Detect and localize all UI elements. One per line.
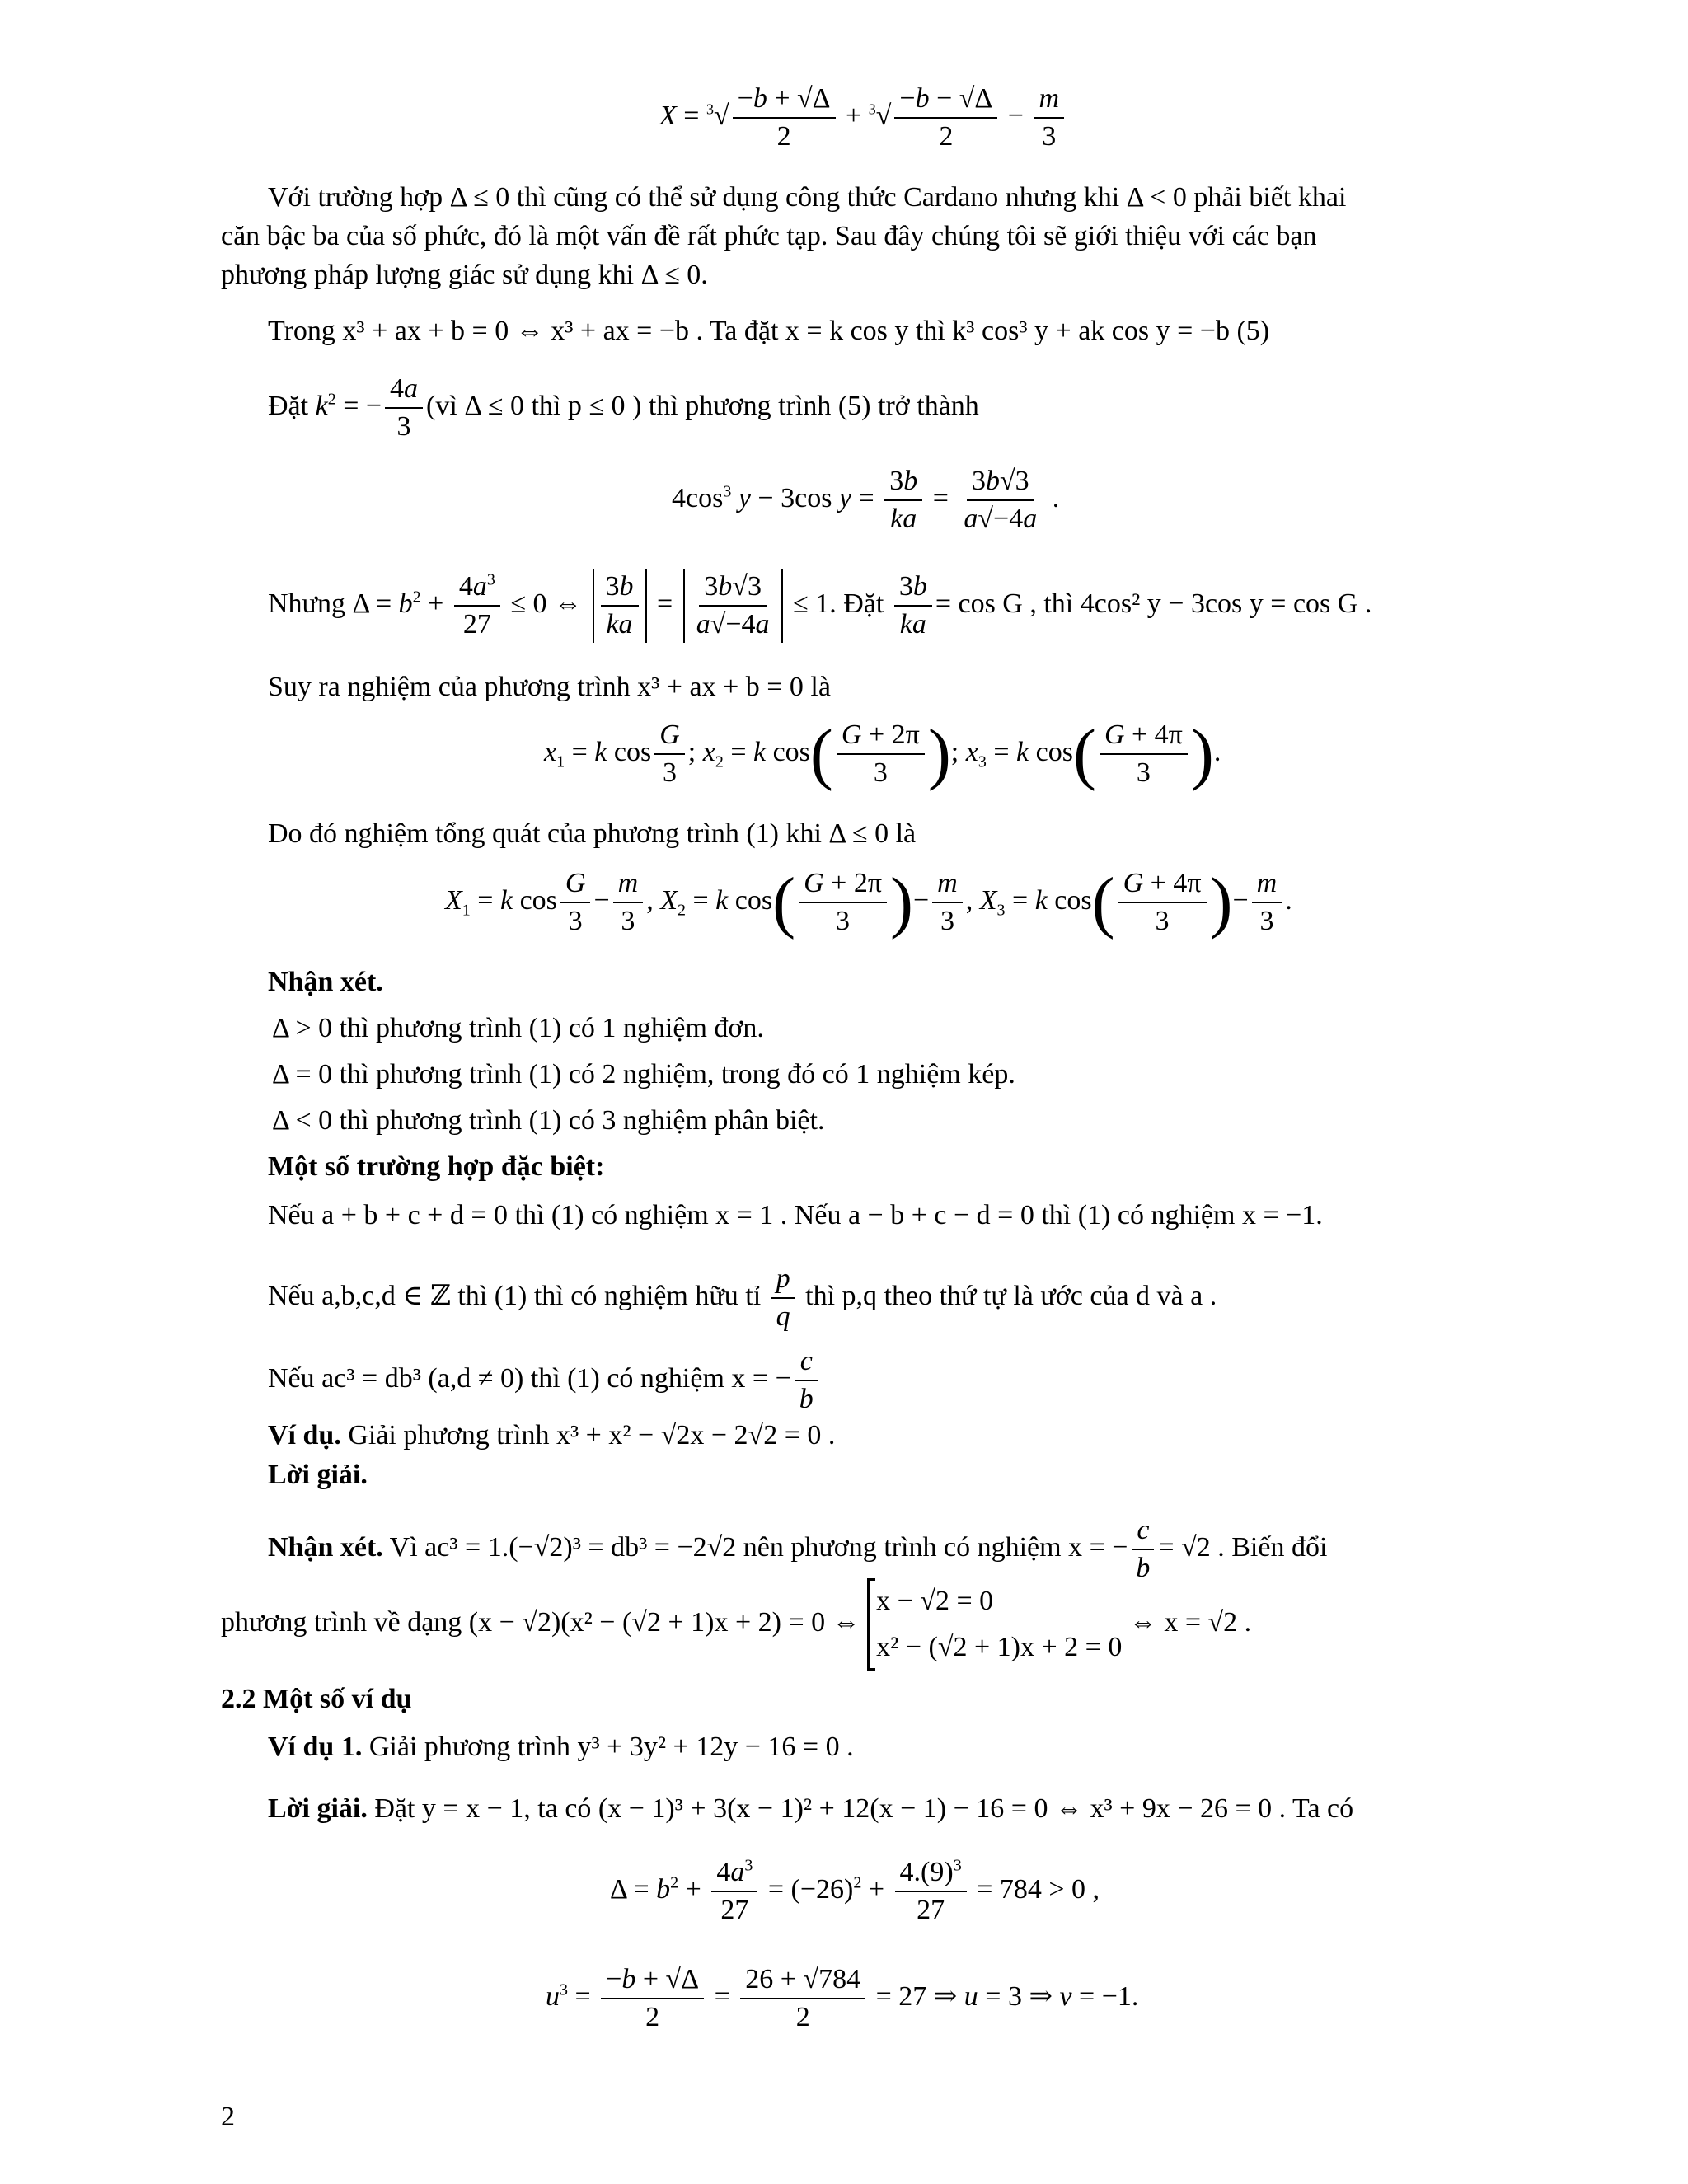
section-title-text: 2.2 Một số ví dụ xyxy=(221,1684,412,1714)
delta-example: $\Delta = b^2$ + $\frac{4a^3}{27}$ = $(-26)^2$ + $\frac{4.(9)^3}{27}$ = 784 > 0 , xyxy=(610,1854,1100,1929)
loi-giai-text: Lời giải. xyxy=(268,1460,368,1490)
lg1-text: Đặt y = x − 1, ta có (x − 1)³ + 3(x − 1)² + 12(x − 1) − 16 = 0 ⇔ x³ + 9x − 26 = 0 . Ta có xyxy=(367,1793,1354,1824)
special-case-2-pre: Nếu a,b,c,d ∈ ℤ thì (1) thì có nghiệm hữu tỉ xyxy=(268,1280,762,1311)
vi-du-text: Giải phương trình x³ + x² − √2x − 2√2 = 0 . xyxy=(340,1420,836,1451)
special-case-2-post: thì p,q theo thứ tự là ước của d và a . xyxy=(805,1280,1217,1311)
reduced-roots: $x_1 = k$ cos $\frac{G}{3}$ ; $x_2 = k$ cos( $\frac{G + 2\pi}{3}$ ); $x_3 = k$ cos( $\frac{G + 4\pi}{3}$ ). xyxy=(544,715,1221,792)
general-roots: $X_1 = k$ cos $\frac{G}{3}$ − $\frac{m}{3}$ , $X_2 = k$ cos( $\frac{G + 2\pi}{3}$ )− $\frac{m}{3}$ , $X_3 = k$ cos( $\frac{G + 4\pi}{3}$ )− $\frac{m}{3}$ . xyxy=(445,864,1292,940)
nhan-xet-title xyxy=(268,966,383,999)
cardano-formula: X = $^3$√ $\frac{-b + √\Delta}{2}$ + $^3$√ $\frac{-b - √\Delta}{2}$ − $\frac{m}{3}$ xyxy=(659,79,1067,155)
bien-doi-line xyxy=(221,1578,1251,1671)
nhan-xet-item: Δ < 0 thì phương trình (1) có 3 nghiệm phân biệt. xyxy=(272,1105,825,1136)
special-title-text: Một số trường hợp đặc biệt: xyxy=(268,1151,605,1182)
dat-k-line: Đặt $k^2$ = − $\frac{4a}{3}$ (vì Δ ≤ 0 thì p ≤ 0 ) thì phương trình (5) trở thành xyxy=(268,371,979,445)
dat-label: Đặt xyxy=(268,390,316,421)
equation-system xyxy=(867,1578,1122,1671)
nhan-xet-2-line: Nhận xét. Vì ac³ = 1.(−√2)³ = db³ = −2√2 nên phương trình có nghiệm x = − $\frac{c}{b}$ = √2 . Biến đổi xyxy=(268,1512,1327,1586)
vi-du-1-line xyxy=(268,1731,854,1764)
substitution-line: Trong x³ + ax + b = 0 ⇔ x³ + ax = −b . Ta đặt x = k cos y thì k³ cos³ y + ak cos y = −b (5) xyxy=(268,316,1270,346)
nhan-xet-item: Δ > 0 thì phương trình (1) có 1 nghiệm đơn. xyxy=(272,1013,764,1043)
dat-tail: (vì Δ ≤ 0 thì p ≤ 0 ) thì phương trình (5) trở thành xyxy=(426,390,979,421)
loi-giai-1-line xyxy=(268,1793,1353,1825)
special-case-3-pre: Nếu ac³ = db³ (a,d ≠ 0) thì (1) có nghiệm x = − xyxy=(268,1362,791,1394)
dat-label-2: . Đặt xyxy=(829,588,884,619)
paragraph-line: căn bậc ba của số phức, đó là một vấn đề rất phức tạp. Sau đây chúng tôi sẽ giới thiệu với các bạn xyxy=(221,221,1317,251)
nhan-xet-item: Δ = 0 thì phương trình (1) có 2 nghiệm, trong đó có 1 nghiệm kép. xyxy=(272,1059,1015,1090)
page-number: 2 xyxy=(221,2102,235,2132)
nx2-label: Nhận xét. xyxy=(268,1531,383,1563)
nx2-tail: = √2 . Biến đổi xyxy=(1158,1531,1328,1563)
section-title xyxy=(221,1683,411,1716)
vi-du-line xyxy=(268,1419,835,1452)
lg1-label: Lời giải. xyxy=(268,1793,368,1824)
u-example: $u^3$ = $\frac{-b + √\Delta}{2}$ = $\frac{26 + √784}{2}$ = 27 ⇒ u = 3 ⇒ v = −1. xyxy=(546,1961,1138,2036)
vi-du-label: Ví dụ. xyxy=(268,1420,341,1451)
cosG-text: = cos G , thì 4cos² y − 3cos y = cos G . xyxy=(935,588,1372,619)
special-title xyxy=(268,1151,604,1183)
system-eq-2: x² − (√2 + 1)x + 2 = 0 xyxy=(876,1632,1123,1662)
nhung-line: Nhưng $\Delta = b^2$ + $\frac{4a^3}{27}$ ≤ 0 ⇔ $\frac{3b}{ka}$ = $\frac{3b√3}{a√-4a}$ ≤ 1. Đặt $\frac{3b}{ka}$ = cos G , thì 4cos² y − 3cos y = cos G . xyxy=(268,569,1372,643)
bien-doi-post: ⇔ x = √2 . xyxy=(1128,1606,1252,1638)
nhan-xet-title-text: Nhận xét. xyxy=(268,967,383,997)
paragraph-line: phương pháp lượng giác sử dụng khi Δ ≤ 0. xyxy=(221,260,708,290)
trig-equation: $4\cos^3$ y − 3cos y = $\frac{3b}{ka}$ = $\frac{3b√3}{a√-4a}$ . xyxy=(672,463,1059,537)
paragraph-line: Với trường hợp Δ ≤ 0 thì cũng có thể sử dụng công thức Cardano nhưng khi Δ < 0 phải biết khai xyxy=(268,182,1347,213)
system-eq-1: x − √2 = 0 xyxy=(876,1586,994,1616)
vd1-text: Giải phương trình y³ + 3y² + 12y − 16 = 0 . xyxy=(362,1732,854,1762)
special-case-3: Nếu ac³ = db³ (a,d ≠ 0) thì (1) có nghiệm x = − $\frac{c}{b}$ xyxy=(268,1343,822,1418)
nx2-text: Vì ac³ = 1.(−√2)³ = db³ = −2√2 nên phương trình có nghiệm x = − xyxy=(382,1531,1128,1563)
loi-giai-label xyxy=(268,1459,368,1492)
special-case-1: Nếu a + b + c + d = 0 thì (1) có nghiệm x = 1 . Nếu a − b + c − d = 0 thì (1) có nghiệm x = −1. xyxy=(268,1200,1323,1230)
vd1-label: Ví dụ 1. xyxy=(268,1732,363,1762)
suy-ra-line: Suy ra nghiệm của phương trình x³ + ax + b = 0 là xyxy=(268,672,831,702)
nhung-label: Nhưng xyxy=(268,588,345,619)
do-do-line: Do đó nghiệm tổng quát của phương trình (1) khi Δ ≤ 0 là xyxy=(268,818,917,849)
special-case-2: Nếu a,b,c,d ∈ ℤ thì (1) thì có nghiệm hữu tỉ $\frac{p}{q}$ thì p,q theo thứ tự là ước của d và a . xyxy=(268,1261,1217,1335)
bien-doi-pre: phương trình về dạng (x − √2)(x² − (√2 + 1)x + 2) = 0 ⇔ xyxy=(221,1606,860,1638)
